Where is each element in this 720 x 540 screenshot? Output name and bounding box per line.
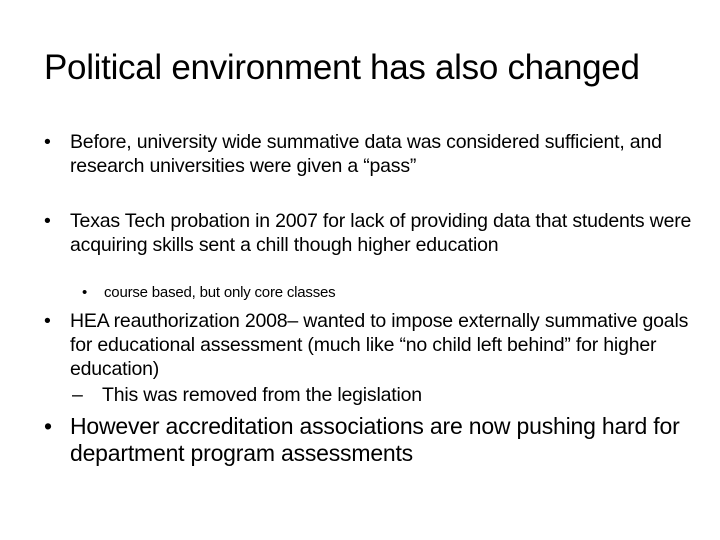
bullet-text: course based, but only core classes (104, 284, 336, 301)
bullet-text: This was removed from the legislation (102, 384, 422, 406)
bullet-marker: • (44, 131, 51, 153)
bullet-text: HEA reauthorization 2008– wanted to impose externally summative goals for educational assessment (much like “no child left behind” for higher education) (70, 310, 689, 380)
bullet-marker: • (44, 413, 52, 439)
bullet-marker: • (44, 310, 51, 332)
bullet-before-university-data (44, 130, 710, 178)
dash-marker: – (72, 384, 83, 406)
bullet-text: However accreditation associations are now pushing hard for department program assessments (70, 413, 680, 466)
sub-bullet-removed-from-legislation (72, 383, 712, 407)
bullet-text: Texas Tech probation in 2007 for lack of providing data that students were acquiring skills sent a chill though higher education (70, 210, 692, 256)
bullet-texas-tech-probation (44, 209, 710, 257)
bullet-accreditation-associations (44, 413, 720, 467)
slide-title: Political environment has also changed (44, 48, 640, 87)
bullet-marker: • (82, 284, 88, 301)
bullet-marker: • (44, 210, 51, 232)
sub-bullet-course-based (82, 284, 704, 302)
bullet-text: Before, university wide summative data was considered sufficient, and research universities were given a “pass” (70, 131, 662, 177)
bullet-hea-reauthorization (44, 309, 710, 381)
